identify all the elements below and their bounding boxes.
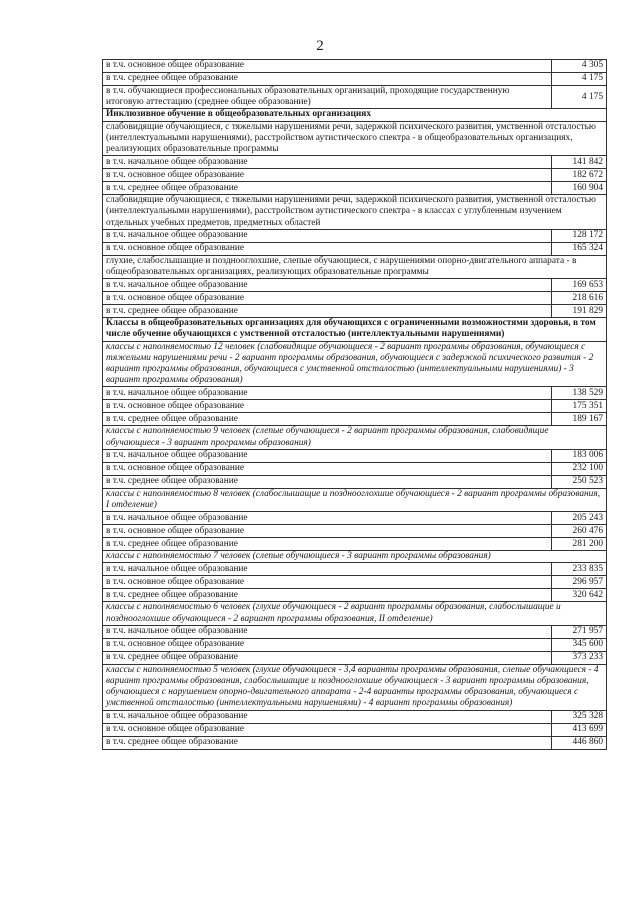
row-label: в т.ч. основное общее образование (103, 576, 552, 589)
row-value: 4 175 (552, 73, 607, 86)
row-label: в т.ч. среднее общее образование (103, 73, 552, 86)
row-label: в т.ч. среднее общее образование (103, 736, 552, 749)
row-label: в т.ч. обучающиеся профессиональных образовательных организаций, проходящие государственную итоговую аттестацию (среднее общее образование) (103, 86, 552, 109)
row-label: в т.ч. основное общее образование (103, 292, 552, 305)
row-label: в т.ч. начальное общее образование (103, 625, 552, 638)
row-value: 218 616 (552, 292, 607, 305)
table-row (103, 651, 607, 664)
row-label: в т.ч. основное общее образование (103, 169, 552, 182)
table-row (103, 86, 607, 109)
table-row (103, 182, 607, 195)
page-number: 2 (316, 38, 324, 54)
category-description: глухие, слабослышащие и позднооглохшие, слепые обучающиеся, с нарушениями опорно-двигательного аппарата - в общеобразовательных организациях, реализующих образовательные программы (103, 255, 607, 278)
class-description: классы с наполняемостью 7 человек (слепые обучающиеся - 3 вариант программы образования) (103, 551, 607, 563)
section-header: Инклюзивное обучение в общеобразовательных организациях (103, 109, 607, 121)
table-row (103, 625, 607, 638)
table-row (103, 538, 607, 551)
row-value: 128 172 (552, 229, 607, 242)
class-row (103, 426, 607, 449)
table-row (103, 525, 607, 538)
class-description: классы с наполняемостью 8 человек (слабослышащие и позднооглохшие обучающиеся - 2 вариант программы образования, I отделение) (103, 488, 607, 511)
table-row (103, 73, 607, 86)
row-value: 138 529 (552, 387, 607, 400)
row-value: 189 167 (552, 413, 607, 426)
table-row (103, 710, 607, 723)
table-row (103, 638, 607, 651)
row-value: 233 835 (552, 563, 607, 576)
row-value: 281 200 (552, 538, 607, 551)
class-description: классы с наполняемостью 5 человек (глухие обучающиеся - 3,4 варианты программы образования, слепые обучающиеся - 4 вариант программы образования, слабослышащие и позднооглохшие обучающиеся - 3 вариант программы образования, обучающиеся с нарушением опорно-двигательного аппарата - 2-4 варианты программы образования, обучающиеся с умственной отсталостью (интеллектуальными нарушениями) - 4 вариант программы образования) (103, 664, 607, 710)
row-label: в т.ч. среднее общее образование (103, 651, 552, 664)
row-label: в т.ч. начальное общее образование (103, 156, 552, 169)
section-header-row (103, 109, 607, 121)
class-row (103, 488, 607, 511)
row-value: 413 699 (552, 723, 607, 736)
category-row (103, 255, 607, 278)
row-value: 205 243 (552, 512, 607, 525)
row-label: в т.ч. среднее общее образование (103, 413, 552, 426)
class-row (103, 664, 607, 710)
row-label: в т.ч. основное общее образование (103, 60, 552, 73)
class-row (103, 341, 607, 387)
table-row (103, 305, 607, 318)
table-row (103, 512, 607, 525)
row-value: 182 672 (552, 169, 607, 182)
row-value: 4 175 (552, 86, 607, 109)
tariff-table (102, 59, 607, 750)
table-row (103, 589, 607, 602)
row-value: 141 842 (552, 156, 607, 169)
row-value: 320 642 (552, 589, 607, 602)
row-label: в т.ч. среднее общее образование (103, 475, 552, 488)
table-row (103, 563, 607, 576)
table-row (103, 462, 607, 475)
class-description: классы с наполняемостью 9 человек (слепые обучающиеся - 2 вариант программы образования, слабовидящие обучающиеся - 3 вариант программы образования) (103, 426, 607, 449)
row-value: 232 100 (552, 462, 607, 475)
row-label: в т.ч. начальное общее образование (103, 563, 552, 576)
table-row (103, 279, 607, 292)
section-header-row (103, 318, 607, 341)
table-row (103, 449, 607, 462)
row-value: 296 957 (552, 576, 607, 589)
row-label: в т.ч. начальное общее образование (103, 229, 552, 242)
table-row (103, 475, 607, 488)
row-label: в т.ч. среднее общее образование (103, 589, 552, 602)
category-description: слабовидящие обучающиеся, с тяжелыми нарушениями речи, задержкой психического развития, умственной отсталостью (интеллектуальными нарушениями), расстройством аутистического спектра - в классах с углубленным изучением отдельных учебных предметов, предметных областей (103, 195, 607, 230)
table-row (103, 292, 607, 305)
row-value: 345 600 (552, 638, 607, 651)
table-row (103, 400, 607, 413)
row-value: 191 829 (552, 305, 607, 318)
row-label: в т.ч. начальное общее образование (103, 710, 552, 723)
row-label: в т.ч. основное общее образование (103, 723, 552, 736)
row-label: в т.ч. среднее общее образование (103, 182, 552, 195)
row-value: 325 328 (552, 710, 607, 723)
table-row (103, 723, 607, 736)
row-label: в т.ч. основное общее образование (103, 462, 552, 475)
table-row (103, 736, 607, 749)
class-row (103, 602, 607, 625)
row-value: 160 904 (552, 182, 607, 195)
row-value: 175 351 (552, 400, 607, 413)
table-row (103, 156, 607, 169)
row-label: в т.ч. начальное общее образование (103, 449, 552, 462)
class-row (103, 551, 607, 563)
row-value: 446 860 (552, 736, 607, 749)
table-row (103, 387, 607, 400)
table-body (103, 60, 607, 750)
category-row (103, 195, 607, 230)
row-label: в т.ч. среднее общее образование (103, 538, 552, 551)
table-row (103, 413, 607, 426)
row-label: в т.ч. начальное общее образование (103, 512, 552, 525)
row-value: 260 476 (552, 525, 607, 538)
table-row (103, 229, 607, 242)
row-value: 250 523 (552, 475, 607, 488)
row-value: 183 006 (552, 449, 607, 462)
row-label: в т.ч. основное общее образование (103, 525, 552, 538)
table-row (103, 169, 607, 182)
row-label: в т.ч. основное общее образование (103, 242, 552, 255)
row-label: в т.ч. основное общее образование (103, 638, 552, 651)
table-row (103, 60, 607, 73)
class-description: классы с наполняемостью 6 человек (глухие обучающиеся - 2 вариант программы образования, слабослышащие и позднооглохшие обучающиеся - 2 вариант программы образования, II отделение) (103, 602, 607, 625)
row-label: в т.ч. основное общее образование (103, 400, 552, 413)
class-description: классы с наполняемостью 12 человек (слабовидящие обучающиеся - 2 вариант программы образования, обучающиеся с тяжелыми нарушениями речи - 2 вариант программы образования, обучающиеся с задержкой психического развития - 2 вариант программы образования, обучающиеся с умственной отсталостью (интеллектуальными нарушениями) - 3 вариант программы образования) (103, 341, 607, 387)
category-description: слабовидящие обучающиеся, с тяжелыми нарушениями речи, задержкой психического развития, умственной отсталостью (интеллектуальными нарушениями), расстройством аутистического спектра - в общеобразовательных организациях, реализующих образовательные программы (103, 121, 607, 156)
row-value: 373 233 (552, 651, 607, 664)
row-label: в т.ч. начальное общее образование (103, 387, 552, 400)
row-label: в т.ч. среднее общее образование (103, 305, 552, 318)
row-label: в т.ч. начальное общее образование (103, 279, 552, 292)
table-row (103, 576, 607, 589)
row-value: 271 957 (552, 625, 607, 638)
category-row (103, 121, 607, 156)
table-row (103, 242, 607, 255)
row-value: 169 653 (552, 279, 607, 292)
row-value: 165 324 (552, 242, 607, 255)
section-header: Классы в общеобразовательных организациях для обучающихся с ограниченными возможностями здоровья, в том числе обучение обучающихся с умственной отсталостью (интеллектуальными нарушениями) (103, 318, 607, 341)
row-value: 4 305 (552, 60, 607, 73)
